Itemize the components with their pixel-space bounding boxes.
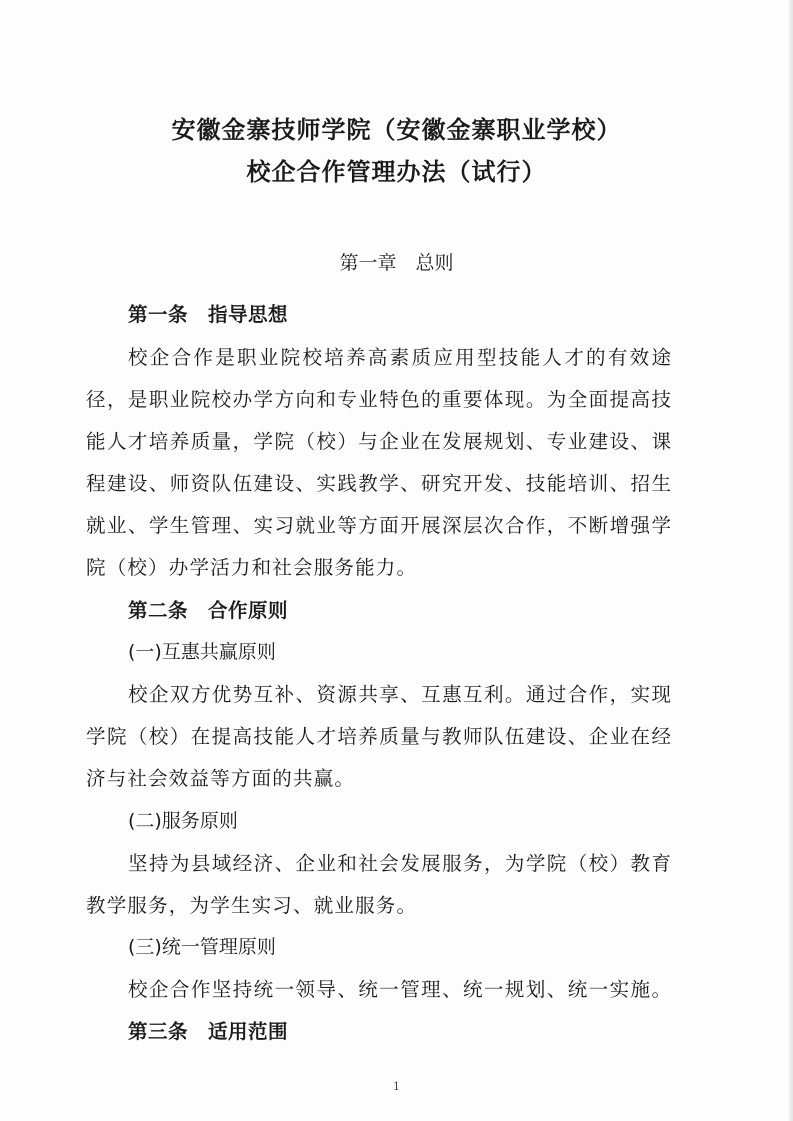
- principle-3-title: (三)统一管理原则: [128, 936, 276, 958]
- article-1-line-5: 就业、学生管理、实习就业等方面开展深层次合作，不断增强学: [86, 514, 671, 537]
- principle-1-line-1: 校企双方优势互补、资源共享、互惠互利。通过合作，实现: [128, 683, 671, 706]
- article-1-line-4: 程建设、师资队伍建设、实践教学、研究开发、技能培训、招生: [86, 472, 671, 495]
- principle-3-line-1: 校企合作坚持统一领导、统一管理、统一规划、统一实施。: [128, 978, 671, 1001]
- article-2-heading: 第二条 合作原则: [128, 599, 289, 622]
- article-1-heading: 第一条 指导思想: [128, 303, 289, 326]
- principle-2-line-1: 坚持为县域经济、企业和社会发展服务，为学院（校）教育: [128, 852, 671, 875]
- page-number: 1: [393, 1080, 400, 1093]
- article-1-line-3: 能人才培养质量，学院（校）与企业在发展规划、专业建设、课: [86, 430, 671, 453]
- principle-2-title: (二)服务原则: [128, 810, 238, 832]
- principle-1-title: (一)互惠共赢原则: [128, 641, 276, 663]
- article-1-line-2: 径，是职业院校办学方向和专业特色的重要体现。为全面提高技: [86, 388, 671, 411]
- document-title-line-2: 校企合作管理办法（试行）: [246, 157, 547, 186]
- article-3-heading: 第三条 适用范围: [128, 1020, 289, 1043]
- principle-1-line-3: 济与社会效益等方面的共赢。: [86, 767, 356, 790]
- document-title-line-1: 安徽金寨技师学院（安徽金寨职业学校）: [171, 115, 622, 144]
- principle-2-line-2: 教学服务，为学生实习、就业服务。: [86, 894, 418, 917]
- article-1-line-6: 院（校）办学活力和社会服务能力。: [86, 556, 418, 579]
- principle-1-line-2: 学院（校）在提高技能人才培养质量与教师队伍建设、企业在经: [86, 725, 671, 748]
- chapter-heading: 第一章 总则: [339, 252, 454, 274]
- article-1-line-1: 校企合作是职业院校培养高素质应用型技能人才的有效途: [128, 346, 671, 369]
